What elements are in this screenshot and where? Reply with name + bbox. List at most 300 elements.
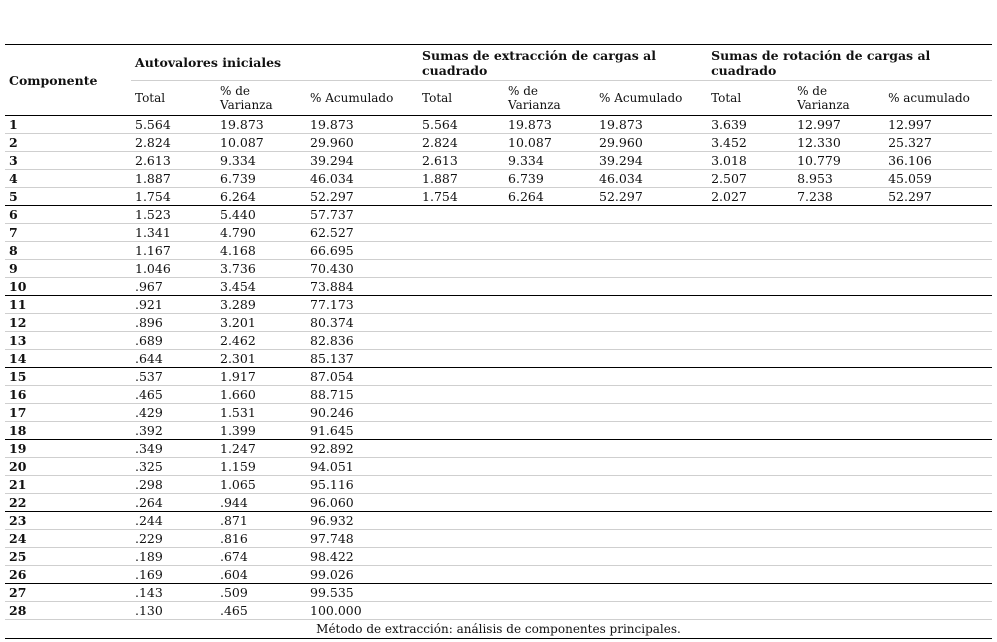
table-cell — [418, 404, 504, 422]
group-header-rotacion: Sumas de rotación de cargas al cuadrado — [707, 45, 992, 81]
table-cell: 1.159 — [216, 458, 306, 476]
table-cell: 52.297 — [884, 188, 992, 206]
table-cell: .429 — [131, 404, 216, 422]
table-cell — [595, 206, 707, 224]
table-cell — [793, 260, 884, 278]
table-cell: .189 — [131, 548, 216, 566]
table-cell: 66.695 — [306, 242, 418, 260]
table-cell — [793, 602, 884, 620]
table-cell — [707, 260, 793, 278]
table-cell — [884, 296, 992, 314]
component-number-cell: 14 — [5, 350, 131, 368]
component-number-cell: 17 — [5, 404, 131, 422]
table-cell — [884, 566, 992, 584]
table-cell — [595, 584, 707, 602]
table-cell: 57.737 — [306, 206, 418, 224]
table-cell: 39.294 — [595, 152, 707, 170]
table-cell — [884, 278, 992, 296]
table-cell: 82.836 — [306, 332, 418, 350]
table-cell — [504, 224, 595, 242]
table-cell: 8.953 — [793, 170, 884, 188]
component-number-cell: 11 — [5, 296, 131, 314]
table-cell — [707, 458, 793, 476]
table-cell — [504, 422, 595, 440]
table-cell — [884, 314, 992, 332]
table-cell — [884, 494, 992, 512]
table-cell — [884, 332, 992, 350]
table-cell — [418, 368, 504, 386]
component-number-cell: 20 — [5, 458, 131, 476]
table-row — [5, 440, 992, 458]
table-cell — [418, 332, 504, 350]
component-number-cell: 6 — [5, 206, 131, 224]
table-cell: 98.422 — [306, 548, 418, 566]
table-cell — [595, 296, 707, 314]
table-cell: 19.873 — [306, 116, 418, 134]
table-cell: 46.034 — [306, 170, 418, 188]
table-cell — [793, 476, 884, 494]
table-cell — [707, 566, 793, 584]
table-cell — [418, 602, 504, 620]
table-cell — [884, 584, 992, 602]
table-row — [5, 512, 992, 530]
table-cell — [884, 350, 992, 368]
table-cell: 1.167 — [131, 242, 216, 260]
table-cell: 1.531 — [216, 404, 306, 422]
table-cell: 6.264 — [504, 188, 595, 206]
table-cell — [504, 368, 595, 386]
table-cell — [418, 440, 504, 458]
table-cell: .871 — [216, 512, 306, 530]
table-row — [5, 584, 992, 602]
table-cell: .537 — [131, 368, 216, 386]
table-cell — [595, 440, 707, 458]
table-row — [5, 404, 992, 422]
table-cell — [793, 584, 884, 602]
table-row — [5, 134, 992, 152]
table-row — [5, 494, 992, 512]
table-cell: 10.087 — [504, 134, 595, 152]
table-cell — [707, 278, 793, 296]
subheader-pct-varianza: % de Varianza — [793, 81, 884, 116]
table-cell — [707, 584, 793, 602]
table-cell — [884, 386, 992, 404]
table-cell: 7.238 — [793, 188, 884, 206]
component-number-cell: 7 — [5, 224, 131, 242]
componente-header: Componente — [5, 45, 131, 116]
table-cell: 77.173 — [306, 296, 418, 314]
variance-table-container — [5, 44, 992, 620]
table-cell: .325 — [131, 458, 216, 476]
table-cell: 25.327 — [884, 134, 992, 152]
table-cell — [418, 458, 504, 476]
table-cell — [595, 530, 707, 548]
table-cell: 29.960 — [306, 134, 418, 152]
table-cell — [707, 224, 793, 242]
table-cell: .244 — [131, 512, 216, 530]
table-row — [5, 170, 992, 188]
table-cell — [504, 404, 595, 422]
table-cell: 91.645 — [306, 422, 418, 440]
table-row — [5, 458, 992, 476]
table-cell — [707, 368, 793, 386]
table-cell — [595, 314, 707, 332]
table-cell: .944 — [216, 494, 306, 512]
table-cell: .229 — [131, 530, 216, 548]
component-number-cell: 26 — [5, 566, 131, 584]
table-cell — [595, 548, 707, 566]
table-cell: 1.887 — [418, 170, 504, 188]
table-cell — [884, 530, 992, 548]
component-number-cell: 4 — [5, 170, 131, 188]
table-cell — [793, 296, 884, 314]
table-cell: 3.018 — [707, 152, 793, 170]
table-cell: 96.060 — [306, 494, 418, 512]
table-cell: 62.527 — [306, 224, 418, 242]
table-cell — [595, 242, 707, 260]
table-cell — [595, 260, 707, 278]
table-cell: 5.564 — [418, 116, 504, 134]
subheader-total: Total — [707, 81, 793, 116]
table-row — [5, 350, 992, 368]
table-cell — [707, 350, 793, 368]
table-cell: 1.754 — [131, 188, 216, 206]
table-row — [5, 566, 992, 584]
table-cell: 73.884 — [306, 278, 418, 296]
table-cell: 3.736 — [216, 260, 306, 278]
footnote: Método de extracción: análisis de componentes principales. — [5, 620, 992, 639]
table-cell — [707, 332, 793, 350]
table-cell — [504, 440, 595, 458]
table-cell — [793, 422, 884, 440]
table-row — [5, 602, 992, 620]
table-cell: 1.399 — [216, 422, 306, 440]
table-cell: .349 — [131, 440, 216, 458]
table-cell — [707, 476, 793, 494]
table-cell: 94.051 — [306, 458, 418, 476]
table-cell — [595, 350, 707, 368]
table-cell — [595, 602, 707, 620]
table-cell — [504, 332, 595, 350]
table-cell — [793, 332, 884, 350]
table-cell — [595, 386, 707, 404]
table-cell — [884, 206, 992, 224]
table-cell: .143 — [131, 584, 216, 602]
table-cell: 88.715 — [306, 386, 418, 404]
table-cell — [707, 548, 793, 566]
table-row — [5, 296, 992, 314]
table-cell: 6.739 — [504, 170, 595, 188]
table-cell — [418, 494, 504, 512]
component-number-cell: 15 — [5, 368, 131, 386]
table-cell — [595, 494, 707, 512]
table-row — [5, 386, 992, 404]
table-cell — [418, 548, 504, 566]
table-cell — [504, 530, 595, 548]
table-cell: .130 — [131, 602, 216, 620]
table-cell: 80.374 — [306, 314, 418, 332]
table-cell — [504, 350, 595, 368]
table-cell: 36.106 — [884, 152, 992, 170]
table-cell: 45.059 — [884, 170, 992, 188]
table-row — [5, 188, 992, 206]
table-cell — [707, 296, 793, 314]
table-cell — [504, 458, 595, 476]
component-number-cell: 1 — [5, 116, 131, 134]
table-cell — [504, 584, 595, 602]
table-cell — [793, 314, 884, 332]
table-cell — [418, 584, 504, 602]
table-cell — [418, 512, 504, 530]
table-cell: 10.087 — [216, 134, 306, 152]
table-row — [5, 260, 992, 278]
table-cell: .392 — [131, 422, 216, 440]
table-cell — [418, 566, 504, 584]
table-cell — [793, 278, 884, 296]
table-cell: 2.613 — [131, 152, 216, 170]
component-number-cell: 12 — [5, 314, 131, 332]
table-cell — [793, 512, 884, 530]
subheader-pct-acumulado: % Acumulado — [595, 81, 707, 116]
table-cell: .298 — [131, 476, 216, 494]
component-number-cell: 25 — [5, 548, 131, 566]
table-cell: 3.454 — [216, 278, 306, 296]
table-cell: 1.660 — [216, 386, 306, 404]
component-number-cell: 18 — [5, 422, 131, 440]
table-cell: 1.341 — [131, 224, 216, 242]
table-cell: 52.297 — [306, 188, 418, 206]
table-cell: 19.873 — [216, 116, 306, 134]
total-variance-table — [5, 44, 992, 620]
table-cell: .465 — [131, 386, 216, 404]
table-cell — [884, 548, 992, 566]
table-cell — [418, 224, 504, 242]
table-cell — [504, 548, 595, 566]
table-cell — [707, 314, 793, 332]
table-cell — [707, 422, 793, 440]
table-cell: 1.046 — [131, 260, 216, 278]
component-number-cell: 22 — [5, 494, 131, 512]
table-cell — [504, 602, 595, 620]
table-cell — [884, 602, 992, 620]
table-cell: 9.334 — [504, 152, 595, 170]
table-cell — [707, 530, 793, 548]
table-cell — [595, 278, 707, 296]
table-cell — [595, 404, 707, 422]
table-cell: 4.168 — [216, 242, 306, 260]
table-cell — [793, 368, 884, 386]
table-cell — [884, 224, 992, 242]
table-cell: 97.748 — [306, 530, 418, 548]
table-cell — [884, 476, 992, 494]
component-number-cell: 21 — [5, 476, 131, 494]
table-cell — [418, 314, 504, 332]
table-cell: 9.334 — [216, 152, 306, 170]
table-cell: 87.054 — [306, 368, 418, 386]
table-cell: 19.873 — [595, 116, 707, 134]
table-cell — [793, 386, 884, 404]
table-cell — [707, 404, 793, 422]
table-cell: 5.440 — [216, 206, 306, 224]
table-cell: 6.264 — [216, 188, 306, 206]
table-cell: 1.247 — [216, 440, 306, 458]
table-cell — [418, 296, 504, 314]
table-cell: 6.739 — [216, 170, 306, 188]
table-cell: 12.997 — [793, 116, 884, 134]
table-row — [5, 332, 992, 350]
table-cell: 1.523 — [131, 206, 216, 224]
table-cell — [595, 512, 707, 530]
table-cell — [793, 206, 884, 224]
table-cell — [595, 332, 707, 350]
component-number-cell: 23 — [5, 512, 131, 530]
table-cell — [793, 440, 884, 458]
component-number-cell: 16 — [5, 386, 131, 404]
group-header-extraccion: Sumas de extracción de cargas al cuadrado — [418, 45, 707, 81]
component-number-cell: 19 — [5, 440, 131, 458]
table-cell — [793, 224, 884, 242]
table-body — [5, 116, 992, 620]
table-cell: 2.301 — [216, 350, 306, 368]
component-number-cell: 24 — [5, 530, 131, 548]
table-cell: 95.116 — [306, 476, 418, 494]
table-cell: 1.917 — [216, 368, 306, 386]
table-cell — [504, 494, 595, 512]
table-cell: 12.330 — [793, 134, 884, 152]
subheader-total: Total — [418, 81, 504, 116]
table-cell: .967 — [131, 278, 216, 296]
table-cell — [707, 386, 793, 404]
table-cell: 99.535 — [306, 584, 418, 602]
component-number-cell: 9 — [5, 260, 131, 278]
table-cell — [793, 350, 884, 368]
table-cell: 39.294 — [306, 152, 418, 170]
table-row — [5, 422, 992, 440]
subheader-pct-varianza: % de Varianza — [504, 81, 595, 116]
table-cell — [504, 476, 595, 494]
subheader-pct-acumulado: % Acumulado — [306, 81, 418, 116]
table-cell: 2.462 — [216, 332, 306, 350]
table-cell: .921 — [131, 296, 216, 314]
table-row — [5, 116, 992, 134]
table-cell — [504, 206, 595, 224]
table-cell — [793, 566, 884, 584]
table-cell — [793, 530, 884, 548]
table-cell — [793, 404, 884, 422]
table-cell — [595, 422, 707, 440]
table-cell — [884, 440, 992, 458]
table-row — [5, 314, 992, 332]
table-cell: 1.754 — [418, 188, 504, 206]
table-cell — [595, 566, 707, 584]
table-cell: 5.564 — [131, 116, 216, 134]
subheader-pct-varianza: % de Varianza — [216, 81, 306, 116]
table-cell: 2.613 — [418, 152, 504, 170]
table-cell: 2.824 — [131, 134, 216, 152]
table-cell — [504, 386, 595, 404]
table-row — [5, 224, 992, 242]
table-cell — [707, 512, 793, 530]
table-row — [5, 206, 992, 224]
table-cell — [793, 458, 884, 476]
table-cell — [595, 224, 707, 242]
table-cell: 1.065 — [216, 476, 306, 494]
table-cell: 3.289 — [216, 296, 306, 314]
table-row — [5, 152, 992, 170]
table-cell: 52.297 — [595, 188, 707, 206]
table-cell: 12.997 — [884, 116, 992, 134]
component-number-cell: 10 — [5, 278, 131, 296]
table-cell — [884, 422, 992, 440]
table-row — [5, 476, 992, 494]
table-cell: 19.873 — [504, 116, 595, 134]
table-cell: 85.137 — [306, 350, 418, 368]
table-cell — [884, 242, 992, 260]
table-cell: 1.887 — [131, 170, 216, 188]
table-cell — [504, 296, 595, 314]
table-cell: 2.507 — [707, 170, 793, 188]
table-cell — [504, 278, 595, 296]
table-cell — [884, 368, 992, 386]
component-number-cell: 28 — [5, 602, 131, 620]
table-cell: 3.639 — [707, 116, 793, 134]
table-row — [5, 548, 992, 566]
table-cell: 90.246 — [306, 404, 418, 422]
table-cell — [884, 404, 992, 422]
table-row — [5, 278, 992, 296]
table-cell — [595, 476, 707, 494]
group-header-autovalores: Autovalores iniciales — [131, 45, 418, 81]
table-cell: .674 — [216, 548, 306, 566]
table-cell: .169 — [131, 566, 216, 584]
table-cell: 3.201 — [216, 314, 306, 332]
subheader-row — [5, 81, 992, 116]
component-number-cell: 27 — [5, 584, 131, 602]
table-cell — [418, 278, 504, 296]
component-number-cell: 13 — [5, 332, 131, 350]
table-cell: 46.034 — [595, 170, 707, 188]
table-cell: 96.932 — [306, 512, 418, 530]
table-cell — [418, 206, 504, 224]
table-cell — [418, 242, 504, 260]
component-number-cell: 3 — [5, 152, 131, 170]
table-cell — [707, 602, 793, 620]
table-cell — [707, 242, 793, 260]
table-row — [5, 530, 992, 548]
table-cell: 99.026 — [306, 566, 418, 584]
table-cell: 4.790 — [216, 224, 306, 242]
table-cell: 70.430 — [306, 260, 418, 278]
table-cell — [595, 368, 707, 386]
table-cell — [707, 494, 793, 512]
subheader-total: Total — [131, 81, 216, 116]
table-cell — [707, 206, 793, 224]
table-cell — [504, 566, 595, 584]
table-cell — [418, 530, 504, 548]
table-cell: 2.824 — [418, 134, 504, 152]
table-cell — [595, 458, 707, 476]
table-cell — [504, 512, 595, 530]
table-cell — [418, 476, 504, 494]
table-cell: .465 — [216, 602, 306, 620]
table-cell — [418, 422, 504, 440]
table-cell: 92.892 — [306, 440, 418, 458]
table-cell — [707, 440, 793, 458]
table-cell — [884, 260, 992, 278]
table-cell: .816 — [216, 530, 306, 548]
table-cell: 100.000 — [306, 602, 418, 620]
table-cell — [884, 512, 992, 530]
